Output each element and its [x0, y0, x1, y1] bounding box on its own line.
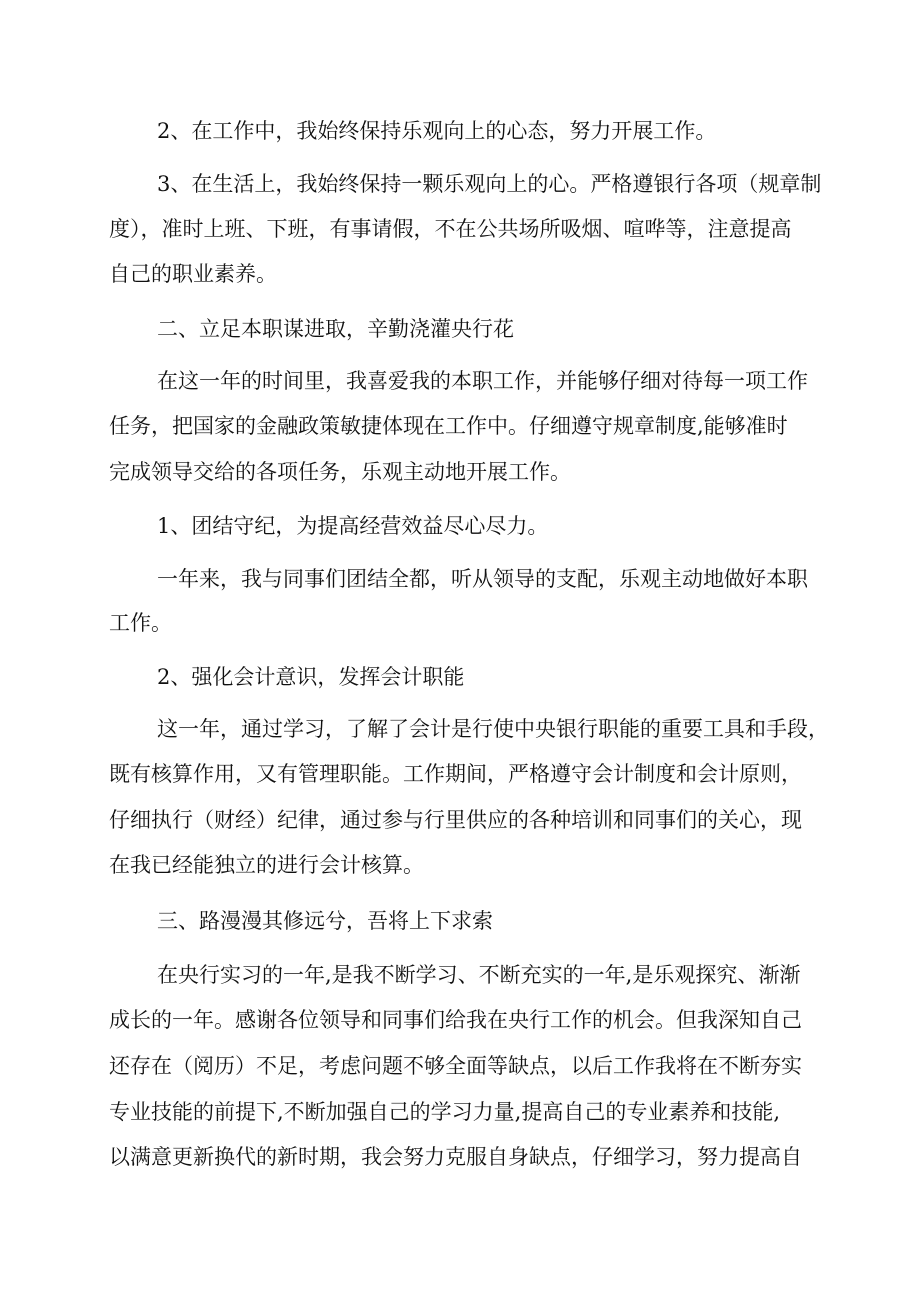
text-line: 在我已经能独立的进行会计核算。 [109, 853, 424, 877]
text-line: 既有核算作用，又有管理职能。工作期间，严格遵守会计制度和会计原则， [109, 762, 802, 786]
subsection-heading: 1、团结守纪，为提高经营效益尽心尽力。 [157, 514, 549, 538]
text-line: 完成领导交给的各项任务，乐观主动地开展工作。 [109, 460, 571, 484]
text-line: 还存在（阅历）不足，考虑问题不够全面等缺点，以后工作我将在不断夯实 [109, 1054, 802, 1078]
section-heading: 三、路漫漫其修远兮，吾将上下求索 [157, 909, 493, 933]
text-line: 仔细执行（财经）纪律，通过参与行里供应的各种培训和同事们的关心，现 [109, 808, 802, 832]
text-line: 在这一年的时间里，我喜爱我的本职工作，并能够仔细对待每一项工作 [157, 369, 808, 393]
subsection-heading: 2、强化会计意识，发挥会计职能 [157, 665, 465, 689]
text-line: 以满意更新换代的新时期，我会努力克服自身缺点，仔细学习，努力提高自 [109, 1145, 802, 1169]
text-line: 工作。 [109, 611, 172, 635]
text-line: 成长的一年。感谢各位领导和同事们给我在央行工作的机会。但我深知自己 [109, 1008, 802, 1032]
text-line: 3、在生活上，我始终保持一颗乐观向上的心。严格遵银行各项（规章制 [157, 172, 822, 196]
text-line: 度），准时上班、下班，有事请假，不在公共场所吸烟、喧哗等，注意提高 [109, 217, 792, 241]
text-line: 2、在工作中，我始终保持乐观向上的心态，努力开展工作。 [157, 119, 717, 143]
text-line: 专业技能的前提下,不断加强自己的学习力量,提高自己的专业素养和技能, [109, 1100, 781, 1124]
text-line: 自己的职业素养。 [109, 262, 277, 286]
text-line: 在央行实习的一年,是我不断学习、不断充实的一年,是乐观探究、渐渐 [157, 963, 801, 987]
text-line: 一年来，我与同事们团结全都，听从领导的支配，乐观主动地做好本职 [157, 567, 808, 591]
text-line: 这一年，通过学习，了解了会计是行使中央银行职能的重要工具和手段， [157, 717, 829, 741]
section-heading: 二、立足本职谋进取，辛勤浇灌央行花 [157, 317, 514, 341]
text-line: 任务，把国家的金融政策敏捷体现在工作中。仔细遵守规章制度,能够准时 [109, 414, 788, 438]
